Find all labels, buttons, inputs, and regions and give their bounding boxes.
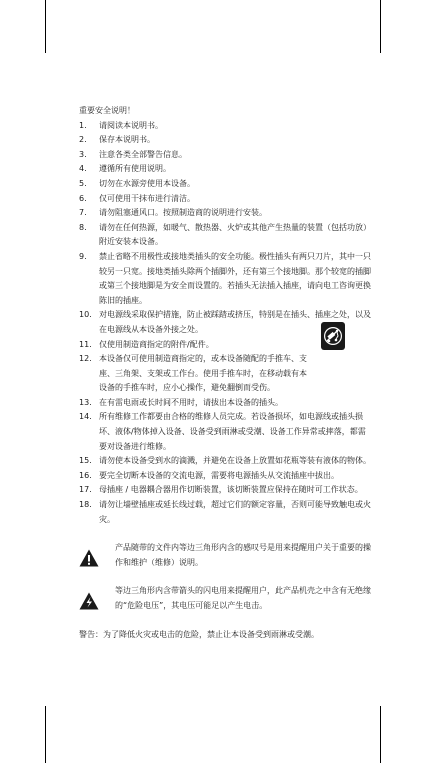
exclamation-symbol-note	[79, 541, 371, 570]
list-item: 14. 所有维修工作都要由合格的维修人员完成。若设备损坏，如电源线或插头损坏、液体/物体掉入设备、设备受到雨淋或受潮、设备工作异常或摔落，都需要对设备进行维修。	[79, 412, 366, 451]
list-item: 4. 遵循所有使用说明。	[79, 164, 171, 174]
list-item: 16. 要完全切断本设备的交流电源，需要将电源插头从交流插座中拔出。	[79, 470, 339, 480]
list-item: 3. 注意各类全部警告信息。	[79, 149, 187, 159]
list-item: 9. 禁止省略不用极性或接地类插头的安全功能。极性插头有两只刀片，其中一只较另一只宽。接地类插头除两个插脚外，还有第三个接地脚。那个较宽的插脚或第三个接地脚是为安全而设置的。若插头无法插入插座，请向电工咨询更换陈旧的插座。	[79, 251, 371, 305]
list-item: 5. 切勿在水源旁使用本设备。	[79, 178, 195, 188]
list-item: 8. 请勿在任何热源，如暖气、散热器、火炉或其他产生热量的装置（包括功放）附近安装本设备。	[79, 222, 371, 247]
list-item: 18. 请勿让墙壁插座或延长线过载，超过它们的额定容量，否则可能导致触电或火灾。	[79, 500, 371, 524]
crop-mark-top-right	[380, 0, 381, 53]
list-item: 11. 仅使用制造商指定的附件/配件。	[79, 339, 214, 349]
exclamation-triangle-icon	[79, 549, 99, 567]
list-item: 6. 仅可使用干抹布进行清洁。	[79, 193, 195, 203]
list-item: 2. 保存本说明书。	[79, 135, 155, 145]
instruction-list	[79, 119, 371, 528]
warning-text: 警告：为了降低火灾或电击的危险，禁止让本设备受到雨淋或受潮。	[79, 629, 319, 639]
list-item: 17. 母插座 / 电器耦合器用作切断装置，该切断装置应保持在随时可工作状态。	[79, 485, 363, 495]
lightning-symbol-note	[79, 584, 371, 613]
list-item: 1. 请阅读本说明书。	[79, 120, 163, 130]
crop-mark-top-left	[45, 0, 46, 53]
list-item: 15. 请勿使本设备受到水的滴溅，并避免在设备上放置如花瓶等装有液体的物体。	[79, 456, 371, 466]
list-item: 12. 本设备仅可使用制造商指定的，或本设备随配的手推车、支座、三角架、支架或工作台。使用手推车时，在移动载有本设备的手推车时，应小心操作，避免翻倒而受伤。	[79, 354, 307, 393]
lightning-symbol-text: 等边三角形内含带箭头的闪电用来提醒用户，此产品机壳之中含有无绝缘的“危险电压”，其电压可能足以产生电击。	[115, 586, 371, 610]
crop-mark-bottom-right	[380, 706, 381, 763]
safety-instructions	[79, 104, 371, 642]
exclamation-symbol-text: 产品随带的文件内等边三角形内含的感叹号是用来提醒用户关于重要的操作和维护（维修）说明。	[115, 543, 371, 567]
list-item: 7. 请勿阻塞通风口。按照制造商的说明进行安装。	[79, 208, 267, 218]
section-title: 重要安全说明！	[79, 106, 135, 115]
list-item: 13. 在有雷电雨或长时间不用时，请拔出本设备的插头。	[79, 397, 283, 407]
crop-mark-bottom-left	[45, 706, 46, 763]
lightning-triangle-icon	[79, 592, 99, 610]
list-item: 10. 对电源线采取保护措施，防止被踩踏或挤压，特别是在插头、插座之处，以及在电源线从本设备外接之处。	[79, 310, 371, 334]
